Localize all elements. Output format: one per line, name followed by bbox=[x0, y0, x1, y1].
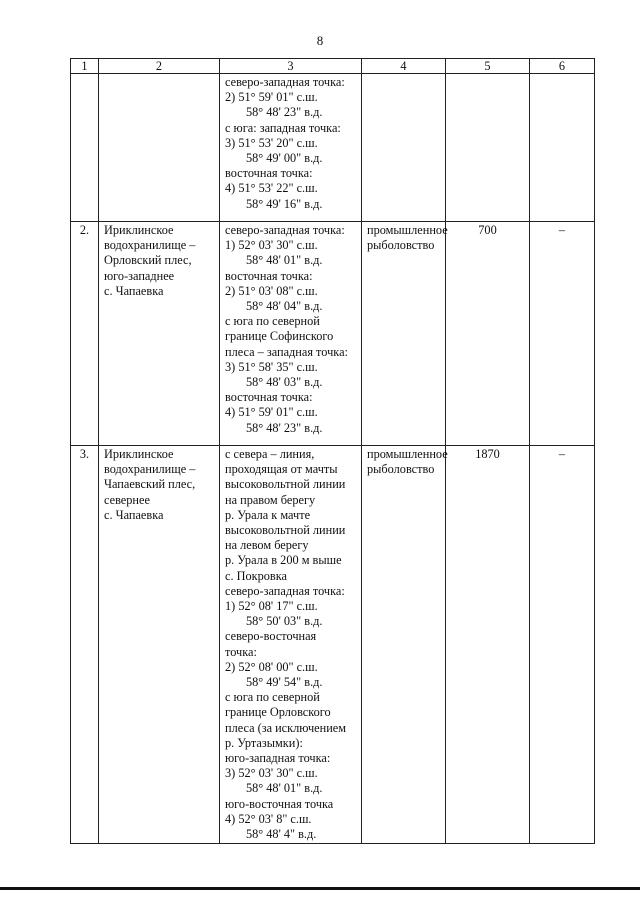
coordinate-line: проходящая от мачты bbox=[225, 462, 338, 477]
purpose-line: промышленное bbox=[367, 223, 448, 237]
note-cell: – bbox=[530, 222, 595, 446]
coordinate-line: 2) 52° 08' 00" с.ш. bbox=[225, 659, 318, 674]
location-line: с. Чапаевка bbox=[104, 283, 164, 298]
coordinate-line: точка: bbox=[225, 644, 257, 659]
coordinate-line: северо-западная точка: bbox=[225, 223, 345, 237]
coordinate-line: 4) 52° 03' 8" с.ш. bbox=[225, 811, 312, 826]
column-number-row bbox=[71, 59, 595, 74]
coordinate-line: юго-восточная точка bbox=[225, 796, 334, 811]
row-number-cell: 3. bbox=[71, 446, 99, 844]
footer-rule bbox=[0, 887, 640, 890]
coordinate-line: 4) 51° 59' 01" с.ш. bbox=[225, 405, 318, 420]
coordinate-line: 58° 49' 54" в.д. bbox=[246, 675, 323, 690]
table-body bbox=[71, 74, 595, 844]
row-number-cell bbox=[71, 74, 99, 222]
coordinate-line: на правом берегу bbox=[225, 492, 316, 507]
coordinate-line: 58° 48' 04" в.д. bbox=[246, 299, 323, 314]
coordinate-line: высоковольтной линии bbox=[225, 477, 346, 492]
location-line: юго-западнее bbox=[104, 268, 175, 283]
purpose-cell bbox=[362, 446, 446, 844]
coordinate-line: 2) 51° 03' 08" с.ш. bbox=[225, 283, 318, 298]
coordinate-line: 58° 48' 01" в.д. bbox=[246, 781, 323, 796]
table-row bbox=[71, 74, 595, 222]
coordinate-line: с юга по северной bbox=[225, 690, 320, 705]
coordinate-line: 58° 49' 16" в.д. bbox=[246, 196, 323, 211]
coordinate-line: 58° 48' 23" в.д. bbox=[246, 420, 323, 435]
boundary-coordinates-cell bbox=[220, 446, 362, 844]
coordinate-line: 58° 49' 00" в.д. bbox=[246, 151, 323, 166]
coordinate-line: с юга по северной bbox=[225, 314, 320, 329]
coordinate-line: 3) 51° 58' 35" с.ш. bbox=[225, 359, 318, 374]
coordinate-line: границе Орловского bbox=[225, 705, 331, 720]
coordinate-line: северо-восточная bbox=[225, 629, 317, 644]
coordinate-line: р. Уртазымки): bbox=[225, 735, 303, 750]
area-cell: 700 bbox=[446, 222, 530, 446]
coordinate-line: 58° 48' 03" в.д. bbox=[246, 375, 323, 390]
coordinate-line: северо-западная точка: bbox=[225, 75, 345, 89]
area-cell bbox=[446, 74, 530, 222]
coordinate-line: 58° 48' 01" в.д. bbox=[246, 253, 323, 268]
location-line: Ириклинское bbox=[104, 447, 174, 461]
purpose-cell bbox=[362, 74, 446, 222]
coordinate-line: северо-западная точка: bbox=[225, 583, 345, 598]
column-number-3: 3 bbox=[220, 59, 362, 74]
coordinate-line: 58° 50' 03" в.д. bbox=[246, 614, 323, 629]
purpose-cell bbox=[362, 222, 446, 446]
column-number-1: 1 bbox=[71, 59, 99, 74]
coordinate-line: р. Урала в 200 м выше bbox=[225, 553, 342, 568]
location-line: водохранилище – bbox=[104, 238, 196, 253]
location-cell bbox=[99, 222, 220, 446]
note-cell bbox=[530, 74, 595, 222]
coordinate-line: плеса – западная точка: bbox=[225, 344, 348, 359]
coordinate-line: 3) 51° 53' 20" с.ш. bbox=[225, 135, 318, 150]
purpose-line: рыболовство bbox=[367, 462, 435, 477]
coordinate-line: 58° 48' 4" в.д. bbox=[246, 827, 317, 842]
purpose-line: рыболовство bbox=[367, 238, 435, 253]
location-line: Орловский плес, bbox=[104, 253, 192, 268]
coordinate-line: высоковольтной линии bbox=[225, 523, 346, 538]
note-cell: – bbox=[530, 446, 595, 844]
row-number-cell: 2. bbox=[71, 222, 99, 446]
coordinate-line: 2) 51° 59' 01" с.ш. bbox=[225, 90, 318, 105]
location-line: с. Чапаевка bbox=[104, 507, 164, 522]
location-cell bbox=[99, 446, 220, 844]
boundary-coordinates-cell bbox=[220, 74, 362, 222]
boundary-coordinates-cell bbox=[220, 222, 362, 446]
coordinate-line: восточная точка: bbox=[225, 390, 313, 405]
coordinate-line: плеса (за исключением bbox=[225, 720, 347, 735]
table-row bbox=[71, 222, 595, 446]
page-number: 8 bbox=[316, 33, 324, 48]
location-line: севернее bbox=[104, 492, 150, 507]
table-row bbox=[71, 446, 595, 844]
coordinate-line: юго-западная точка: bbox=[225, 751, 331, 766]
location-line: водохранилище – bbox=[104, 462, 196, 477]
column-number-4: 4 bbox=[362, 59, 446, 74]
regulation-table bbox=[70, 58, 595, 844]
area-cell: 1870 bbox=[446, 446, 530, 844]
coordinate-line: восточная точка: bbox=[225, 268, 313, 283]
coordinate-line: 3) 52° 03' 30" с.ш. bbox=[225, 766, 318, 781]
coordinate-line: восточная точка: bbox=[225, 166, 313, 181]
column-number-2: 2 bbox=[99, 59, 220, 74]
coordinate-line: 1) 52° 08' 17" с.ш. bbox=[225, 599, 318, 614]
coordinate-line: с юга: западная точка: bbox=[225, 120, 341, 135]
coordinate-line: на левом берегу bbox=[225, 538, 309, 553]
coordinate-line: р. Урала к мачте bbox=[225, 507, 311, 522]
column-number-5: 5 bbox=[446, 59, 530, 74]
coordinate-line: 4) 51° 53' 22" с.ш. bbox=[225, 181, 318, 196]
purpose-line: промышленное bbox=[367, 447, 448, 461]
coordinate-line: с севера – линия, bbox=[225, 447, 315, 461]
coordinate-line: с. Покровка bbox=[225, 568, 287, 583]
location-line: Чапаевский плес, bbox=[104, 477, 196, 492]
coordinate-line: 1) 52° 03' 30" с.ш. bbox=[225, 238, 318, 253]
location-cell bbox=[99, 74, 220, 222]
location-line: Ириклинское bbox=[104, 223, 174, 237]
column-number-6: 6 bbox=[530, 59, 595, 74]
coordinate-line: 58° 48' 23" в.д. bbox=[246, 105, 323, 120]
coordinate-line: границе Софинского bbox=[225, 329, 334, 344]
